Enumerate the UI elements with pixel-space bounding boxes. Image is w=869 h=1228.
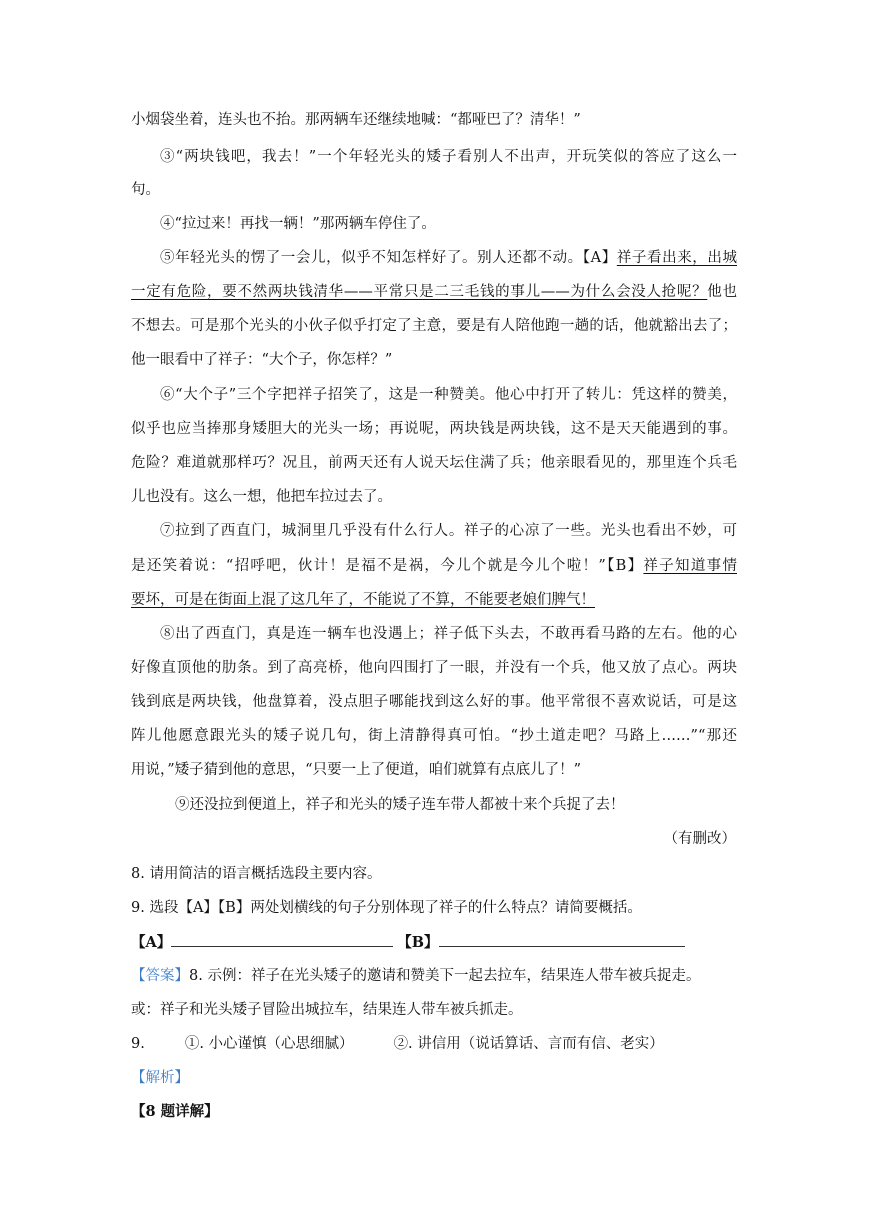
blank-b-label: 【B】 xyxy=(397,934,439,951)
source-note: （有删改） xyxy=(663,831,736,847)
paragraph-7-line: ⑦拉到了西直门，城洞里几乎没有什么行人。祥子的心凉了一些。光头也看出不妙，可 xyxy=(160,523,737,539)
blank-a-label: 【A】 xyxy=(131,934,172,951)
underlined-sentence-b: 要坏，可是在街面上混了这几年了，不能说了不算，不能要老娘们脾气！ xyxy=(131,592,595,608)
paragraph-5-text: 他也 xyxy=(707,284,737,300)
answer-tag: 【答案】 xyxy=(131,968,189,984)
paragraph-5-line xyxy=(131,282,737,302)
paragraph-5-line: 他一眼看中了祥子：“大个子，你怎样？” xyxy=(131,352,393,368)
answer-9-point-1: ①. 小心谨慎（心思细腻） xyxy=(184,1036,354,1052)
paragraph-9-line: ⑨还没拉到便道上，祥子和光头的矮子连车带人都被十来个兵捉了去！ xyxy=(175,797,625,813)
paragraph-7-text: 是还笑着说：“招呼吧，伙计！是福不是祸，今儿个就是今儿个啦！”【B】 xyxy=(131,558,644,574)
blank-a[interactable] xyxy=(171,932,393,947)
answer-blanks-line xyxy=(131,932,737,953)
passage-line: 小烟袋坐着，连头也不抬。那两辆车还继续地喊：“都哑巴了？清华！” xyxy=(131,112,581,128)
paragraph-6-line: 儿也没有。这么一想，他把车拉过去了。 xyxy=(131,489,392,505)
paragraph-6-line: 似乎也应当捧那身矮胆大的光头一场；再说呢，两块钱是两块钱，这不是天天能遇到的事。 xyxy=(131,421,737,437)
paragraph-5-line xyxy=(160,248,737,268)
paragraph-8-line: ⑧出了西直门，真是连一辆车也没遇上；祥子低下头去，不敢再看马路的左右。他的心 xyxy=(160,626,737,642)
detail-tag: 【8 题详解】 xyxy=(131,1103,219,1120)
paragraph-6-line: 危险？难道就那样巧？况且，前两天还有人说天坛住满了兵；他亲眼看见的，那里连个兵毛 xyxy=(131,455,737,471)
answer-8-line: 或：祥子和光头矮子冒险出城拉车，结果连人带车被兵抓走。 xyxy=(131,1002,523,1018)
paragraph-3-line: 句。 xyxy=(131,182,160,198)
paragraph-8-line: 用说，”矮子猜到他的意思，“只要一上了便道，咱们就算有点底儿了！” xyxy=(131,762,581,778)
answer-9-number: 9. xyxy=(131,1036,145,1052)
paragraph-7-line xyxy=(131,590,737,610)
answer-9-line xyxy=(131,1034,737,1054)
paragraph-3-line: ③“两块钱吧，我去！”一个年轻光头的矮子看别人不出声，开玩笑似的答应了这么一 xyxy=(160,149,737,165)
underlined-sentence-a: 祥子看出来，出城 xyxy=(616,250,738,266)
question-8: 8. 请用简洁的语言概括选段主要内容。 xyxy=(131,866,382,882)
paragraph-6-line: ⑥“大个子”三个字把祥子招笑了，这是一种赞美。他心中打开了转儿：凭这样的赞美， xyxy=(160,387,737,403)
underlined-sentence-a: 一定有危险，要不然两块钱清华——平常只是二三毛钱的事儿——为什么会没人抢呢？ xyxy=(131,284,708,300)
analysis-tag: 【解析】 xyxy=(131,1070,189,1086)
blank-b[interactable] xyxy=(439,932,685,947)
question-9: 9. 选段【A】【B】两处划横线的句子分别体现了祥子的什么特点？请简要概括。 xyxy=(131,900,642,916)
paragraph-4-line: ④“拉过来！再找一辆！”那两辆车停住了。 xyxy=(160,216,436,232)
paragraph-5-text: ⑤年轻光头的愣了一会儿，似乎不知怎样好了。别人还都不动。【A】 xyxy=(160,250,617,266)
paragraph-8-line: 阵儿他愿意跟光头的矮子说几句，街上清静得真可怕。“抄土道走吧？马路上……”“那还 xyxy=(131,728,737,744)
answer-9-point-2: ②. 讲信用（说话算话、言而有信、老实） xyxy=(393,1036,664,1052)
paragraph-8-line: 好像直顶他的肋条。到了高亮桥，他向四围打了一眼，并没有一个兵，他又放了点心。两块 xyxy=(131,660,737,676)
paragraph-7-line xyxy=(131,556,737,576)
answer-8-line xyxy=(131,966,737,986)
paragraph-5-line: 不想去。可是那个光头的小伙子似乎打定了主意，要是有人陪他跑一趟的话，他就豁出去了； xyxy=(131,318,737,334)
paragraph-8-line: 钱到底是两块钱，他盘算着，没点胆子哪能找到这么好的事。他平常很不喜欢说话，可是这 xyxy=(131,694,737,710)
underlined-sentence-b: 祥子知道事情 xyxy=(643,558,737,574)
answer-8-text: 8. 示例：祥子在光头矮子的邀请和赞美下一起去拉车，结果连人带车被兵捉走。 xyxy=(189,968,701,984)
